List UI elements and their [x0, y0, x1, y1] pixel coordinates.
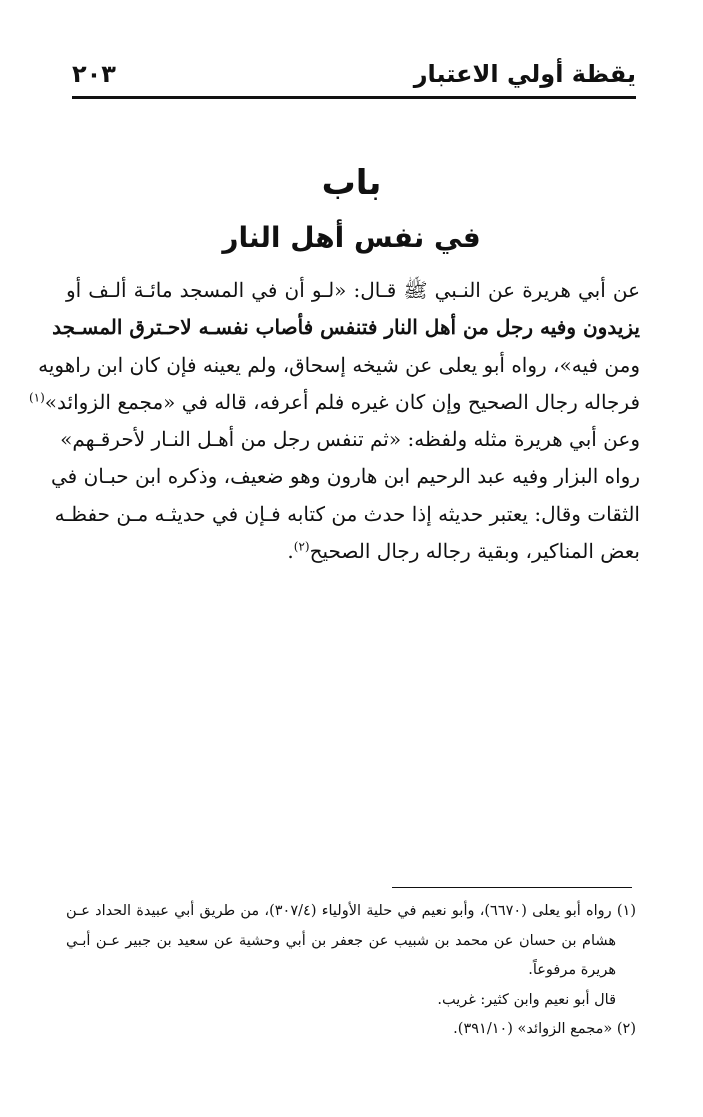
footnote-divider	[392, 887, 632, 888]
page-number: ٢٠٣	[72, 60, 116, 88]
book-title: يقظة أولي الاعتبار	[413, 60, 636, 88]
body-text	[28, 272, 640, 570]
footnote-line: هشام بن حسان عن محمد بن شبيب عن جعفر بن أبي وحشية عن سعيد بن جبير عـن أبـي	[66, 932, 616, 949]
body-line: بعض المناكير، وبقية رجاله رجال الصحيح$^{(٢)}$.	[287, 539, 640, 564]
body-line: الثقات وقال: يعتبر حديثه إذا حدث من كتابه فـإن في حديثـه مـن حفظـه	[54, 501, 640, 526]
body-line: وعن أبي هريرة مثله ولفظه: «ثم تنفس رجل من أهـل النـار لأحرقـهم»	[60, 427, 640, 452]
body-line: ومن فيه»، رواه أبو يعلى عن شيخه إسحاق، ولم يعينه فإن كان ابن راهويه	[38, 352, 640, 377]
footnote-line: قال أبو نعيم وابن كثير: غريب.	[437, 991, 616, 1008]
running-header	[72, 58, 636, 99]
footnote-line: (٢) «مجمع الزوائد» (٣٩١/١٠).	[453, 1021, 636, 1037]
footnote-line: (١) رواه أبو يعلى (٦٦٧٠)، وأبو نعيم في حلية الأولياء (٣٠٧/٤)، من طريق أبي عبيدة الحداد عـن	[66, 903, 636, 919]
body-line: رواه البزار وفيه عبد الرحيم ابن هارون وهو ضعيف، وذكره ابن حبـان في	[51, 464, 640, 489]
body-line: يزيدون وفيه رجل من أهل النار فتنفس فأصاب نفسـه لاحـترق المسـجد	[52, 315, 640, 340]
footnote-ref: (٢)	[293, 539, 310, 554]
footnote-line: هريرة مرفوعاً.	[528, 962, 616, 978]
body-line: عن أبي هريرة عن النـبي ﷺ قـال: «لـو أن في المسجد مائـة ألـف أو	[66, 278, 640, 302]
chapter-heading: باب	[321, 163, 382, 203]
footnotes	[66, 897, 636, 1045]
footnote-ref: (١)	[28, 390, 45, 405]
body-line: فرجاله رجال الصحيح وإن كان غيره فلم أعرفه، قاله في «مجمع الزوائد»$^{(١)}$	[28, 389, 640, 414]
chapter-subheading: في نفس أهل النار	[222, 221, 481, 254]
